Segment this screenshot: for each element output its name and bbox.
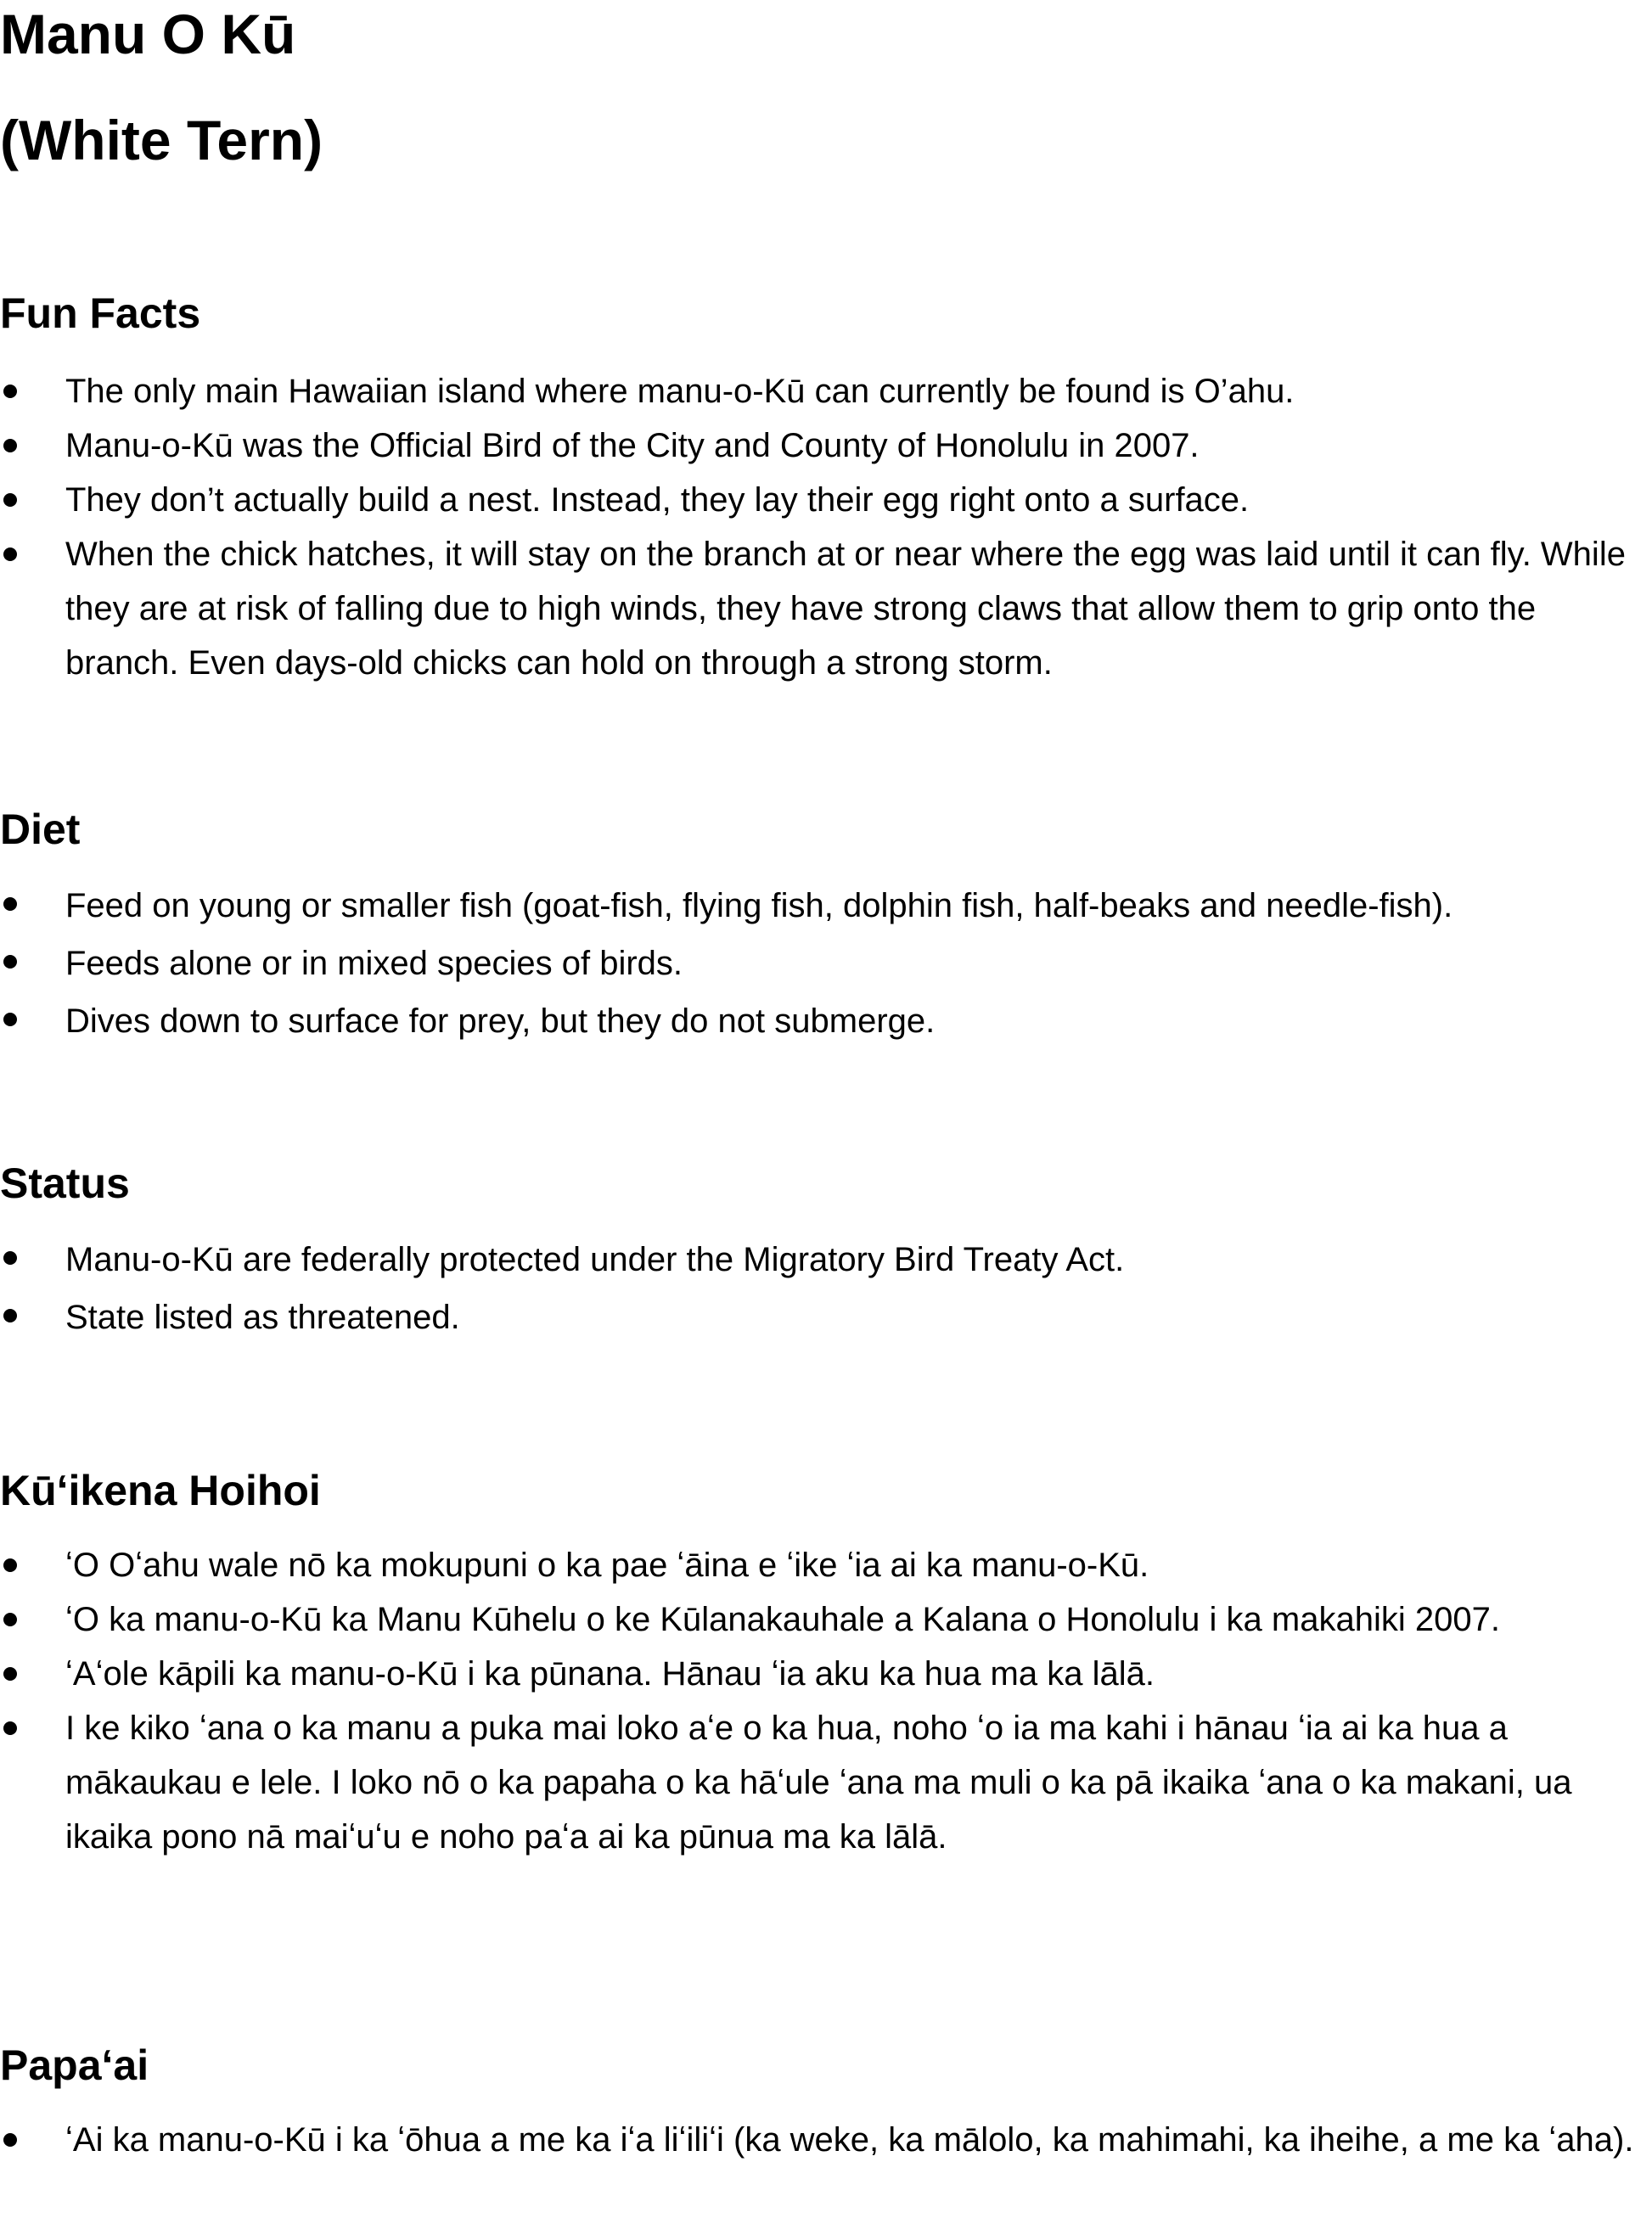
section-heading: Status	[0, 1160, 130, 1207]
section-papaai	[0, 2039, 1652, 2167]
bullet-list	[0, 2113, 1652, 2167]
bullet-list	[0, 877, 1652, 1050]
page-subtitle: (White Tern)	[0, 109, 323, 171]
list-item: Dives down to surface for prey, but they do not submerge.	[0, 992, 1652, 1050]
bullet-icon	[3, 1721, 17, 1735]
section-heading: Kūʻikena Hoihoi	[0, 1467, 321, 1514]
list-item: The only main Hawaiian island where manu-o-Kū can currently be found is O’ahu.	[0, 364, 1652, 418]
list-item: State listed as threatened.	[0, 1289, 1652, 1346]
bullet-icon	[3, 897, 17, 911]
section-status	[0, 1157, 1652, 1346]
list-item: Feed on young or smaller fish (goat-fish, flying fish, dolphin fish, half-beaks and needle-fish).	[0, 877, 1652, 935]
bullet-icon	[3, 547, 17, 561]
bullet-icon	[3, 1013, 17, 1026]
list-item: I ke kiko ʻana o ka manu a puka mai loko aʻe o ka hua, noho ʻo ia ma kahi i hānau ʻia ai ka hua a mākaukau e lele. I loko nō o ka papaha o ka hāʻule ʻana ma muli o ka pā ikaika ʻana o ka makani, ua ikaika pono nā maiʻuʻu e noho paʻa ai ka pūnua ma ka lālā.	[0, 1701, 1652, 1864]
section-heading: Diet	[0, 806, 81, 853]
list-item: ʻO ka manu-o-Kū ka Manu Kūhelu o ke Kūlanakauhale a Kalana o Honolulu i ka makahiki 2007.	[0, 1592, 1652, 1647]
bullet-icon	[3, 2133, 17, 2147]
bullet-icon	[3, 1309, 17, 1322]
section-diet	[0, 803, 1652, 1050]
bullet-list	[0, 1231, 1652, 1346]
list-item: ʻO Oʻahu wale nō ka mokupuni o ka pae ʻāina e ʻike ʻia ai ka manu-o-Kū.	[0, 1538, 1652, 1592]
bullet-icon	[3, 1558, 17, 1572]
section-heading: Papaʻai	[0, 2041, 149, 2089]
list-item: ʻAʻole kāpili ka manu-o-Kū i ka pūnana. Hānau ʻia aku ka hua ma ka lālā.	[0, 1647, 1652, 1701]
bullet-icon	[3, 955, 17, 969]
list-item: They don’t actually build a nest. Instead, they lay their egg right onto a surface.	[0, 473, 1652, 527]
section-kuikena-hoihoi	[0, 1464, 1652, 1864]
bullet-icon	[3, 439, 17, 452]
section-heading: Fun Facts	[0, 289, 201, 337]
list-item: Feeds alone or in mixed species of birds.	[0, 935, 1652, 992]
bullet-list	[0, 364, 1652, 690]
page-title: Manu O Kū	[0, 3, 296, 65]
list-item: ʻAi ka manu-o-Kū i ka ʻōhua a me ka iʻa liʻiliʻi (ka weke, ka mālolo, ka mahimahi, ka iheihe, a me ka ʻaha).	[0, 2113, 1652, 2167]
bullet-icon	[3, 493, 17, 507]
bullet-list	[0, 1538, 1652, 1864]
list-item: Manu-o-Kū are federally protected under the Migratory Bird Treaty Act.	[0, 1231, 1652, 1289]
list-item: When the chick hatches, it will stay on the branch at or near where the egg was laid until it can fly. While they are at risk of falling due to high winds, they have strong claws that allow them to grip onto the branch. Even days-old chicks can hold on through a strong storm.	[0, 527, 1652, 690]
bullet-icon	[3, 1667, 17, 1681]
bullet-icon	[3, 1251, 17, 1265]
bullet-icon	[3, 1613, 17, 1626]
section-fun-facts	[0, 287, 1652, 690]
list-item: Manu-o-Kū was the Official Bird of the City and County of Honolulu in 2007.	[0, 418, 1652, 473]
bullet-icon	[3, 385, 17, 398]
